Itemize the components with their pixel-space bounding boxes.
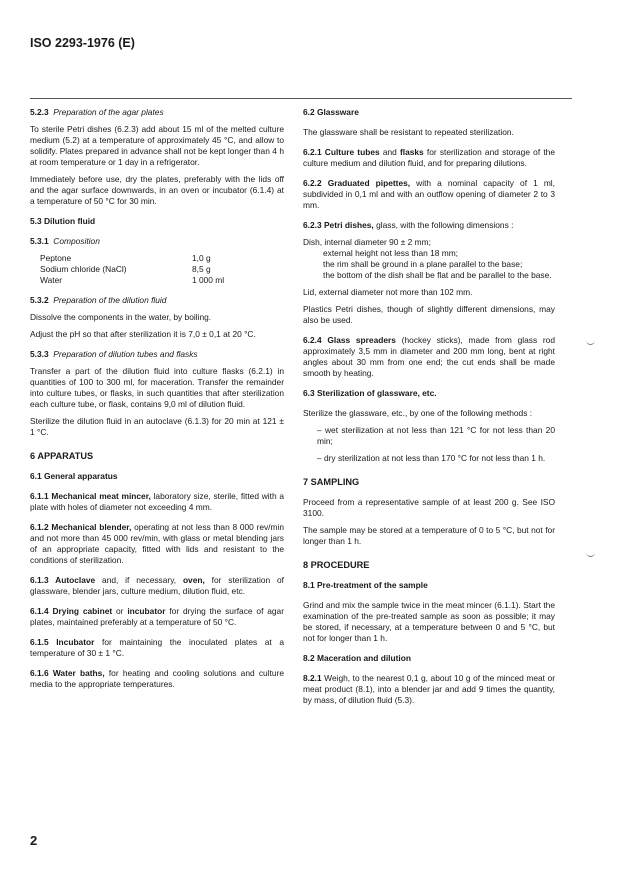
paragraph: Transfer a part of the dilution fluid into culture flasks (6.2.1) in quantities of 100 to 300 ml, for maceration. Transfer the remainder into culture tubes, or flasks, in such quantities that after sterilization each culture tube, or flask, contains 9,0 ml of dilution fluid. — [30, 366, 284, 409]
paragraph: 6.1.2 Mechanical blender, operating at not less than 8 000 rev/min and not more than 45 000 rev/min, with glass or metal blending jars of an appropriate capacity, fitted with lids and resistant to the conditions of sterilization. — [30, 522, 285, 565]
margin-mark — [586, 340, 595, 345]
paragraph: Plastics Petri dishes, though of slightly different dimensions, may also be used. — [303, 304, 555, 325]
heading-5-3-3: 5.3.3 Preparation of dilution tubes and flasks — [30, 349, 198, 359]
list-item: – wet sterilization at not less than 121 °C for not less than 20 min; — [317, 425, 555, 446]
paragraph: The sample may be stored at a temperature of 0 to 5 °C, but not for longer than 1 h. — [303, 525, 555, 546]
paragraph: 6.2.4 Glass spreaders (hockey sticks), made from glass rod approximately 3,5 mm in diameter and 200 mm long, bent at right angles about 30 mm from one end; the cut ends shall be made smooth by heating. — [303, 335, 555, 378]
list-item: the rim shall be ground in a plane parallel to the base; — [323, 259, 523, 269]
list-item: the bottom of the dish shall be flat and be parallel to the base. — [323, 270, 552, 280]
paragraph: 6.2.3 Petri dishes, glass, with the following dimensions : — [303, 220, 514, 230]
paragraph: Grind and mix the sample twice in the meat mincer (6.1.1). Start the examination of the pre-treated sample as soon as possible; it may be stored, if necessary, at a temperature between 0 and 5 °C, but not for longer than 1 h. — [303, 600, 555, 643]
right-column — [303, 107, 555, 706]
paragraph: Dish, internal diameter 90 ± 2 mm; — [303, 237, 431, 247]
paragraph: 6.1.3 Autoclave and, if necessary, oven, for sterilization of glassware, blender jars, culture medium, dilution fluid, etc. — [30, 575, 284, 596]
paragraph: 8.2.1 Weigh, to the nearest 0,1 g, about 10 g of the minced meat or meat product (8.1), into a blender jar and add 9 times the quantity, by mass, of dilution fluid (5.3). — [303, 673, 555, 705]
paragraph: 6.1.1 Mechanical meat mincer, laboratory size, sterile, fitted with a plate with holes of diameter not exceeding 4 mm. — [30, 491, 284, 512]
heading-5-2-3: 5.2.3 Preparation of the agar plates — [30, 107, 164, 117]
heading-8: 8 PROCEDURE — [303, 560, 370, 570]
heading-6-3: 6.3 Sterilization of glassware, etc. — [303, 388, 437, 398]
page-number: 2 — [30, 833, 38, 848]
heading-5-3: 5.3 Dilution fluid — [30, 216, 96, 226]
margin-mark — [586, 552, 595, 557]
left-column — [30, 107, 284, 690]
list-item: external height not less than 18 mm; — [323, 248, 459, 258]
table-row: Water 1 000 ml — [40, 275, 225, 285]
paragraph: Sterilize the glassware, etc., by one of the following methods : — [303, 408, 533, 418]
table-row: Peptone 1,0 g — [40, 253, 211, 263]
paragraph: Sterilize the dilution fluid in an autoclave (6.1.3) for 20 min at 121 ± 1 °C. — [30, 416, 284, 437]
paragraph: 6.1.4 Drying cabinet or incubator for drying the surface of agar plates, maintained preferably at a temperature of 50 °C. — [30, 606, 285, 627]
paragraph: 6.2.2 Graduated pipettes, with a nominal capacity of 1 ml, subdivided in 0,1 ml and with an outflow opening of diameter 2 to 3 mm. — [303, 178, 555, 210]
paragraph: Adjust the pH so that after sterilization it is 7,0 ± 0,1 at 20 °C. — [30, 329, 256, 339]
paragraph: To sterile Petri dishes (6.2.3) add about 15 ml of the melted culture medium (5.2) at a temperature of approximately 45 °C, and allow to solidify. Plates prepared in advance shall not be kept longer than 4 h at room temperature or 1 day in a refrigerator. — [30, 124, 284, 167]
heading-5-3-1: 5.3.1 Composition — [30, 236, 100, 246]
header-rule — [30, 98, 572, 99]
paragraph: 6.1.5 Incubator for maintaining the inoculated plates at a temperature of 30 ± 1 °C. — [30, 637, 284, 658]
paragraph: The glassware shall be resistant to repeated sterilization. — [303, 127, 514, 137]
list-item: – dry sterilization at not less than 170 °C for not less than 1 h. — [317, 453, 546, 463]
paragraph: Immediately before use, dry the plates, preferably with the lids off and the agar surface downwards, in an oven or incubator (6.1.4) at a temperature of 50 °C for 30 min. — [30, 174, 284, 206]
paragraph: 6.1.6 Water baths, for heating and cooling solutions and culture media to the appropriate temperatures. — [30, 668, 284, 689]
table-row: Sodium chloride (NaCl) 8,5 g — [40, 264, 211, 274]
heading-6-2: 6.2 Glassware — [303, 107, 359, 117]
heading-7: 7 SAMPLING — [303, 477, 360, 487]
composition-table — [40, 253, 224, 286]
paragraph: Lid, external diameter not more than 102 mm. — [303, 287, 473, 297]
heading-8-2: 8.2 Maceration and dilution — [303, 653, 411, 663]
paragraph: 6.2.1 Culture tubes and flasks for sterilization and storage of the culture medium and dilution fluid, and for preparing dilutions. — [303, 147, 555, 168]
heading-5-3-2: 5.3.2 Preparation of the dilution fluid — [30, 295, 167, 305]
heading-6-1: 6.1 General apparatus — [30, 471, 118, 481]
document-header: ISO 2293-1976 (E) — [30, 36, 135, 50]
paragraph: Proceed from a representative sample of at least 200 g. See ISO 3100. — [303, 497, 555, 518]
heading-6: 6 APPARATUS — [30, 451, 94, 461]
paragraph: Dissolve the components in the water, by boiling. — [30, 312, 212, 322]
heading-8-1: 8.1 Pre-treatment of the sample — [303, 580, 428, 590]
